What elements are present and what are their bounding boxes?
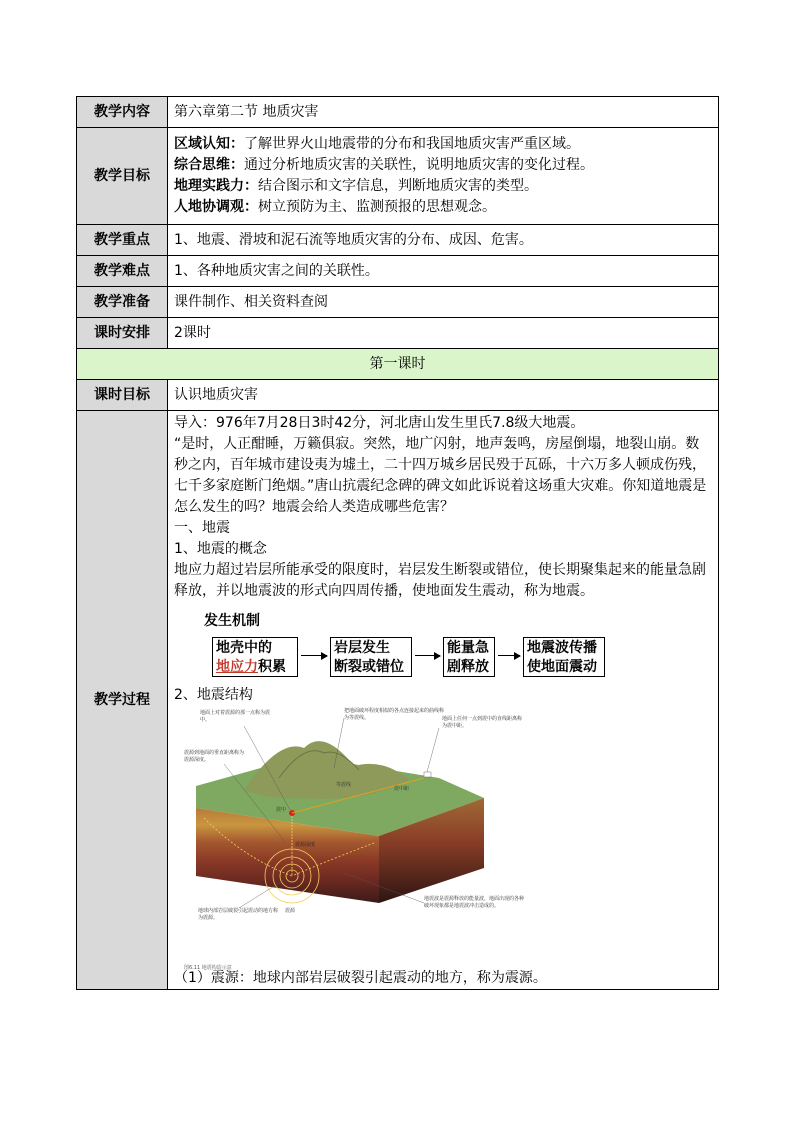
flow-box-stress: 地壳中的 地应力积累 [212, 637, 298, 677]
goal-item: 区域认知：了解世界火山地震带的分布和我国地质灾害严重区域。 [174, 136, 580, 152]
label-focus: 震源 [285, 908, 296, 914]
process-value [168, 411, 719, 990]
focus-definition: （1）震源：地球内部岩层破裂引起震动的地方，称为震源。 [174, 970, 547, 986]
goal-item: 地理实践力：结合图示和文字信息，判断地质灾害的类型。 [174, 178, 538, 194]
house-icon [424, 772, 431, 777]
difficulty-value: 1、各种地质灾害之间的关联性。 [168, 256, 719, 287]
hours-value: 2课时 [168, 318, 719, 349]
section-heading: 一、地震 [174, 520, 230, 536]
key-value: 1、地震、滑坡和泥石流等地质灾害的分布、成因、危害。 [168, 225, 719, 256]
flow-arrow [415, 655, 440, 656]
definition-text: 地应力超过岩层所能承受的限度时，岩层发生断裂或错位，使长期聚集起来的能量急剧释放，并以地震波的形式向四周传播，使地面发生震动，称为地震。 [174, 562, 706, 599]
label-focal-depth: 震源深度 [295, 842, 316, 848]
caption-focus: 地球内部岩层破裂引起震动的地方称为震源。 [198, 908, 279, 921]
subsection-heading: 1、地震的概念 [174, 541, 267, 557]
label-isoseismal: 等震线 [336, 782, 352, 788]
lesson-plan-table [76, 96, 719, 990]
earthquake-structure-diagram [184, 708, 534, 970]
prep-label: 教学准备 [77, 287, 168, 318]
intro-text: 导入：976年7月28日3时42分，河北唐山发生里氏7.8级大地震。 [174, 415, 585, 431]
mechanism-flowchart [212, 637, 712, 683]
caption-isoseismal: 把地面破坏程度相似的各点连接起来的曲线称为等震线。 [344, 708, 445, 721]
flow-box-wave: 地震波传播 使地面震动 [523, 637, 605, 677]
caption-seismic-wave: 地震波是震源释放的能量波，地面出现的各种破坏现象都是地震波冲击造成的。 [424, 896, 525, 909]
goal-item: 综合思维：通过分析地质灾害的关联性，说明地质灾害的变化过程。 [174, 157, 594, 173]
process-label: 教学过程 [77, 411, 168, 990]
label-epicenter: 震中 [276, 807, 287, 813]
lesson-heading: 第一课时 [77, 349, 719, 380]
quote-text: “是时，人正酣睡，万籁俱寂。突然，地广闪射，地声轰鸣，房屋倒塌，地裂山崩。数秒之内，百年城市建设夷为墟土，二十四万城乡居民殁于瓦砾，十六万多人顿成伤残，七千多家庭断门绝烟。”唐山抗震纪念碑的碑文如此诉说着这场重大灾难。你知道地震是怎么发生的吗？地震会给人类造成哪些危害？ [174, 436, 707, 515]
flow-box-rupture: 岩层发生 断裂或错位 [330, 637, 412, 677]
flow-arrow [498, 655, 520, 656]
goal-value [168, 128, 719, 225]
difficulty-label: 教学难点 [77, 256, 168, 287]
flow-arrow [301, 655, 327, 656]
caption-distance: 地面上任何一点到震中的直线距离称为震中距。 [442, 716, 523, 729]
flow-title: 发生机制 [204, 613, 260, 629]
flow-box-energy: 能量急 剧释放 [443, 637, 495, 677]
subsection-heading: 2、地震结构 [174, 687, 253, 703]
lesson-goal-label: 课时目标 [77, 380, 168, 411]
label-epicentral-distance: 震中距 [394, 786, 410, 792]
goal-label: 教学目标 [77, 128, 168, 225]
hours-label: 课时安排 [77, 318, 168, 349]
caption-epicenter: 地面上对着震源的那一点称为震中。 [200, 710, 271, 723]
goal-item: 人地协调观：树立预防为主、监测预报的思想观念。 [174, 199, 496, 215]
caption-depth: 震源到地面的垂直距离称为震源深度。 [184, 750, 245, 763]
key-label: 教学重点 [77, 225, 168, 256]
earthquake-block-illustration [184, 708, 534, 970]
content-label: 教学内容 [77, 97, 168, 128]
content-value: 第六章第二节 地质灾害 [168, 97, 719, 128]
prep-value: 课件制作、相关资料查阅 [168, 287, 719, 318]
lesson-goal-value: 认识地质灾害 [168, 380, 719, 411]
figure-caption: 图6.11 地震构造示意 [184, 965, 232, 971]
